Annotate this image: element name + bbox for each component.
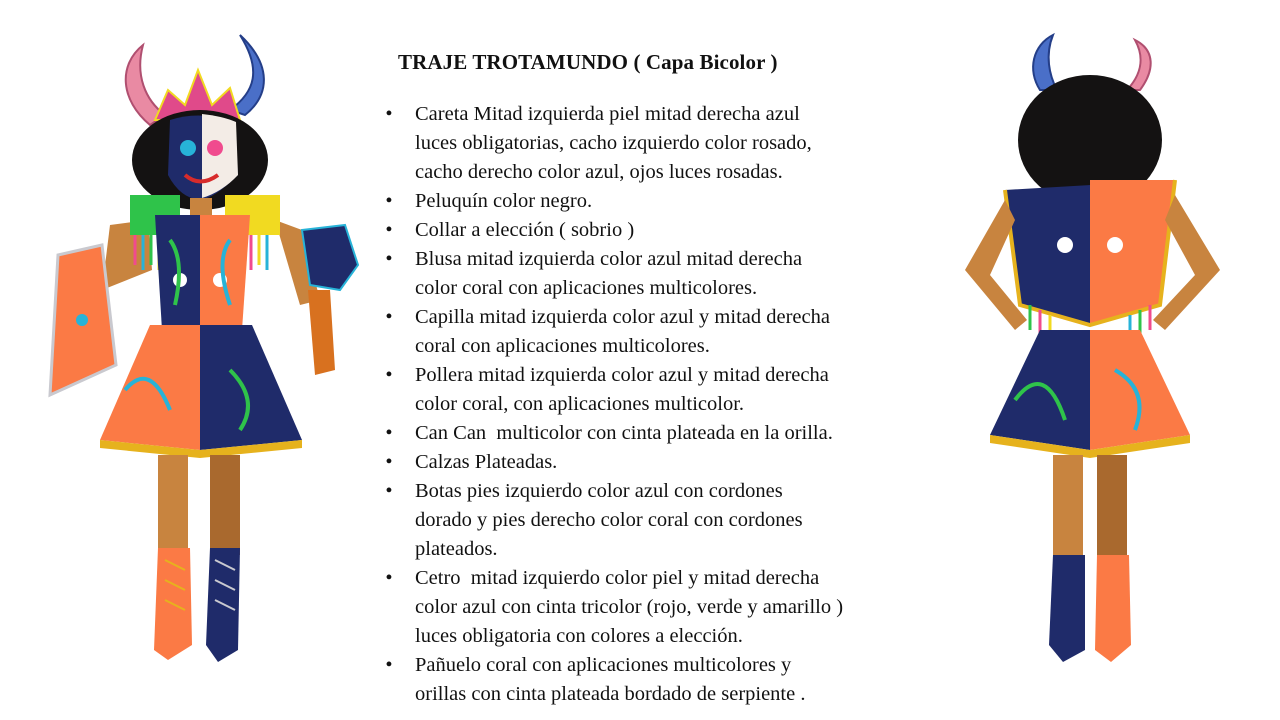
bullet-icon: • [385, 219, 393, 241]
list-item-line: Can Can multicolor con cinta plateada en la orilla. [415, 422, 833, 444]
list-item-line: dorado y pies derecho color coral con cordones [415, 509, 803, 531]
bullet-icon: • [385, 190, 393, 212]
list-item-line: Cetro mitad izquierdo color piel y mitad derecha [415, 567, 820, 589]
bullet-icon: • [385, 654, 393, 676]
bullet-icon: • [385, 567, 393, 589]
list-item [384, 216, 944, 245]
bullet-icon: • [385, 422, 393, 444]
list-item [384, 564, 944, 651]
list-item-line: luces obligatoria con colores a elección. [415, 625, 743, 647]
list-item [384, 448, 944, 477]
list-item-line: Capilla mitad izquierda color azul y mitad derecha [415, 306, 830, 328]
list-item [384, 651, 944, 709]
list-item [384, 187, 944, 216]
list-item-line: Pollera mitad izquierda color azul y mitad derecha [415, 364, 829, 386]
costume-description-list [384, 100, 944, 709]
list-item-line: color azul con cinta tricolor (rojo, verde y amarillo ) [415, 596, 844, 618]
bullet-icon: • [385, 480, 393, 502]
slide-title: TRAJE TROTAMUNDO ( Capa Bicolor ) [398, 50, 778, 74]
list-item-line: orillas con cinta plateada bordado de serpiente . [415, 683, 806, 705]
bullet-icon: • [385, 103, 393, 125]
list-item [384, 419, 944, 448]
list-item-line: Botas pies izquierdo color azul con cordones [415, 480, 783, 502]
list-item-line: cacho derecho color azul, ojos luces rosadas. [415, 161, 783, 183]
bullet-icon: • [385, 364, 393, 386]
list-item [384, 245, 944, 303]
list-item-line: Peluquín color negro. [415, 190, 593, 212]
bullet-icon: • [385, 451, 393, 473]
list-item-line: color coral, con aplicaciones multicolor. [415, 393, 745, 415]
list-item-line: luces obligatorias, cacho izquierdo color rosado, [415, 132, 812, 154]
list-item-line: Collar a elección ( sobrio ) [415, 219, 635, 241]
list-item-line: Blusa mitad izquierda color azul mitad derecha [415, 248, 803, 270]
list-item [384, 361, 944, 419]
list-item [384, 477, 944, 564]
list-item-line: Calzas Plateadas. [415, 451, 558, 473]
list-item-line: coral con aplicaciones multicolores. [415, 335, 710, 357]
list-item [384, 100, 944, 187]
list-item-line: plateados. [415, 538, 498, 560]
list-item-line: Careta Mitad izquierda piel mitad derecha azul [415, 103, 800, 125]
list-item-line: color coral con aplicaciones multicolores. [415, 277, 758, 299]
bullet-icon: • [385, 248, 393, 270]
costume-front-photo [40, 30, 370, 670]
list-item [384, 303, 944, 361]
bullet-icon: • [385, 306, 393, 328]
costume-back-photo [945, 30, 1235, 670]
list-item-line: Pañuelo coral con aplicaciones multicolores y [415, 654, 792, 676]
